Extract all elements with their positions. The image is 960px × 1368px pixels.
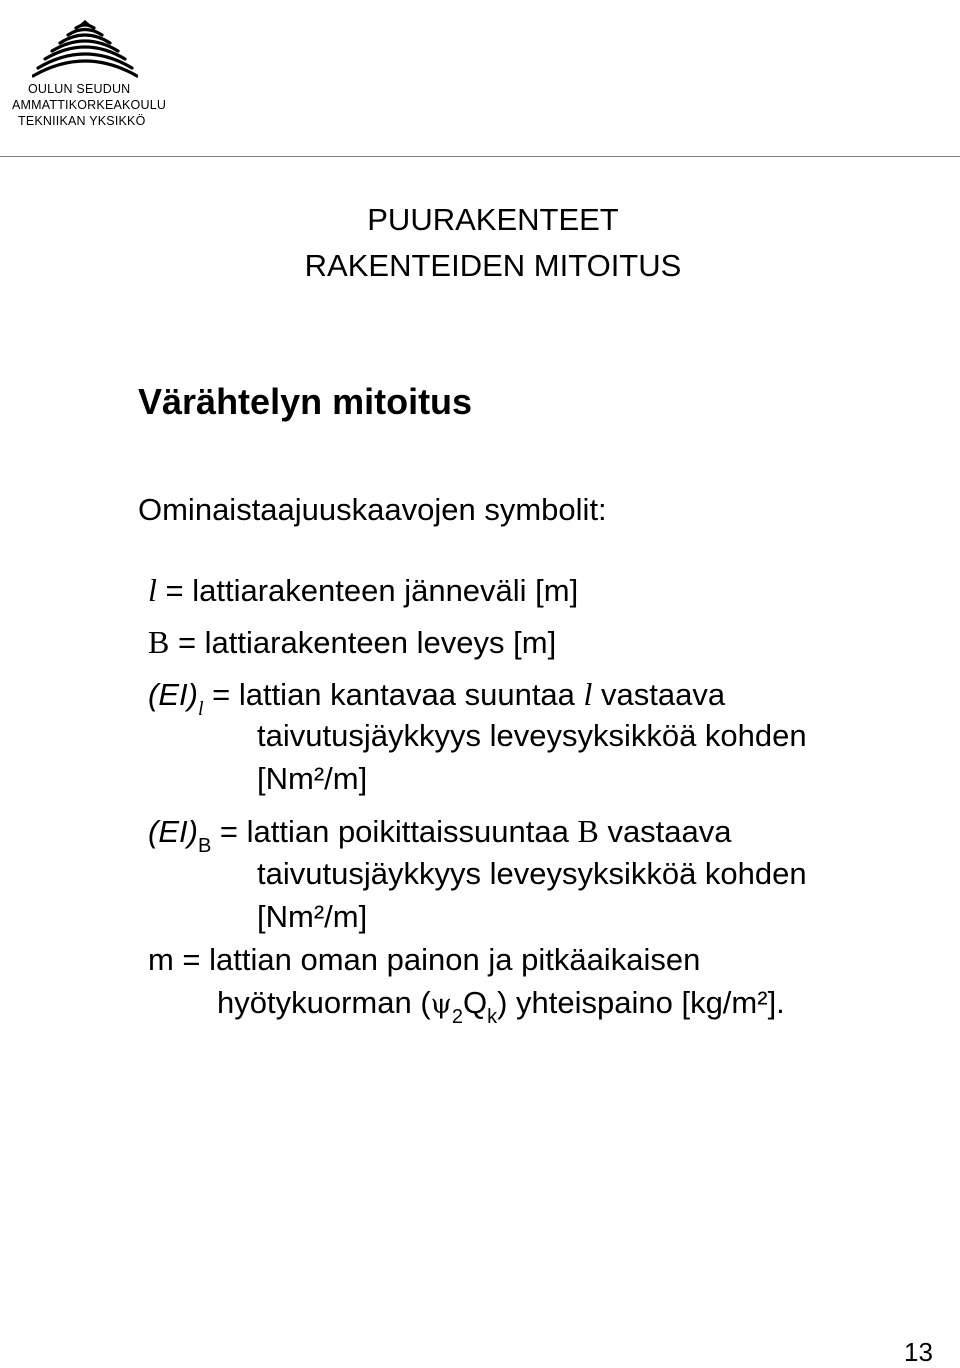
header-divider (0, 156, 960, 157)
symbols-intro: Ominaistaajuuskaavojen symbolit: (138, 492, 607, 527)
symbol-b: B (148, 624, 170, 660)
symbol-def-ei-b (148, 811, 732, 856)
symbol-def-m-cont (217, 983, 785, 1027)
symbol-l: l (148, 572, 157, 608)
symbol-m-cont-text-2: ) yhteispaino [kg/m²]. (497, 985, 785, 1020)
symbol-ei-b-text-2: vastaava (598, 814, 732, 849)
symbol-ei-l-inline-l: l (583, 676, 593, 712)
symbol-def-l (148, 570, 578, 611)
symbol-def-m: m = lattian oman painon ja pitkäaikaisen (148, 942, 701, 977)
logo-arcs-icon (32, 18, 138, 78)
page-number: 13 (904, 1337, 933, 1367)
symbol-ei-b-text-1: = lattian poikittaissuuntaa (211, 814, 578, 849)
symbol-def-ei-b-cont-1: taivutusjäykkyys leveysyksikköä kohden (257, 856, 807, 891)
title-line-2: RAKENTEIDEN MITOITUS (304, 248, 682, 283)
symbol-b-text: = lattiarakenteen leveys [m] (169, 625, 557, 660)
logo (10, 18, 167, 138)
psi-subscript: 2 (451, 1006, 463, 1028)
symbol-m-cont-text-1: hyötykuorman ( (217, 985, 431, 1020)
symbol-ei-b: (EI) (148, 814, 198, 849)
section-heading: Värähtelyn mitoitus (138, 381, 473, 422)
symbol-def-ei-l-cont-2: [Nm²/m] (257, 761, 368, 796)
symbol-def-ei-l (148, 674, 725, 719)
title-line-1: PUURAKENTEET (367, 202, 619, 237)
symbol-ei-l-text-1: = lattian kantavaa suuntaa (203, 677, 584, 712)
symbol-def-b (148, 622, 556, 663)
q-symbol: Q (462, 985, 488, 1020)
q-subscript: k (487, 1006, 498, 1028)
symbol-ei-l-subscript: l (197, 698, 204, 720)
symbol-ei-b-inline-b: B (577, 813, 599, 849)
symbol-def-ei-b-cont-2: [Nm²/m] (257, 899, 368, 934)
logo-line-1: OULUN SEUDUN (28, 82, 131, 96)
logo-line-3: TEKNIIKAN YKSIKKÖ (18, 114, 146, 128)
logo-line-2: AMMATTIKORKEAKOULU (12, 98, 167, 112)
symbol-def-ei-l-cont-1: taivutusjäykkyys leveysyksikköä kohden (257, 718, 807, 753)
symbol-ei-l-text-2: vastaava (592, 677, 726, 712)
psi-symbol: ψ (430, 989, 452, 1020)
symbol-l-text: = lattiarakenteen jänneväli [m] (156, 573, 579, 608)
symbol-ei-l: (EI) (148, 677, 198, 712)
symbol-ei-b-subscript: B (197, 835, 212, 857)
